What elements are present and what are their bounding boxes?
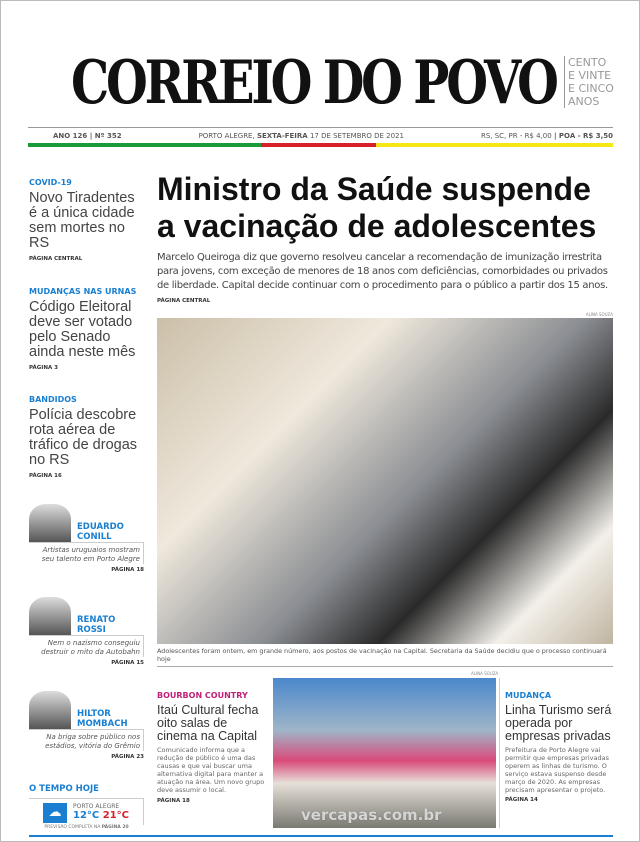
temp-min: 12°C	[73, 810, 100, 821]
page-ref: PÁGINA CENTRAL	[29, 256, 83, 262]
story-headline[interactable]: Polícia descobre rota aérea de tráfico de drogas no RS	[29, 407, 138, 468]
avatar	[29, 504, 71, 542]
temp-max: 21°C	[102, 810, 130, 821]
location: PORTO ALEGRE,	[198, 132, 255, 140]
page-ref: PÁGINA 23	[111, 753, 144, 760]
photo-caption: Adolescentes foram ontem, em grande número, aos postos de vacinação na Capital. Secretaria da Saúde decidiu que o processo continuará hoje	[157, 647, 607, 663]
photo-credit: ALINA SOUZA	[585, 312, 613, 317]
columnist-quote: Nem o nazismo conseguiu destruir o mito da Autobahn	[29, 635, 144, 657]
tagline-line: E CINCO	[568, 82, 614, 95]
story-headline[interactable]: Código Eleitoral deve ser votado pelo Senado ainda neste mês	[29, 298, 136, 360]
columnist[interactable]	[29, 597, 144, 666]
story-body: Prefeitura de Porto Alegre vai permitir que empresas privadas operem as linhas de turismo. O serviço estava suspenso desde março de 2020. As empresas precisam apresentar o projeto.	[505, 746, 609, 794]
story-headline[interactable]: Novo Tiradentes é a única cidade sem mortes no RS	[29, 190, 135, 251]
photo-credit: ALINA SOUZA	[471, 671, 499, 676]
bottom-rule	[29, 835, 613, 837]
weekday: SEXTA-FEIRA	[256, 132, 308, 140]
kicker: MUDANÇAS NAS URNAS	[29, 286, 137, 296]
sidebar-story[interactable]	[29, 287, 144, 371]
edition-number: ANO 126 | Nº 352	[53, 132, 122, 140]
divider	[157, 666, 613, 667]
page-ref: PÁGINA 14	[505, 797, 538, 803]
column-divider	[499, 678, 500, 828]
date: 17 DE SETEMBRO DE 2021	[309, 132, 404, 140]
flag-bar-red	[261, 143, 376, 147]
avatar	[29, 691, 71, 729]
page-ref: PÁGINA 15	[111, 660, 144, 666]
cloud-sun-icon: ☁	[43, 803, 67, 823]
masthead-title: CORREIO DO POVO	[71, 48, 556, 118]
columnist-name: EDUARDO CONILL	[77, 521, 124, 542]
sidebar-story[interactable]	[29, 395, 144, 479]
kicker: COVID-19	[29, 178, 72, 187]
columnist-name: HILTOR MOMBACH	[77, 708, 128, 729]
left-column	[29, 178, 144, 830]
page-ref: PÁGINA 3	[29, 364, 58, 371]
kicker: MUDANÇA	[505, 691, 552, 700]
price-states: RS, SC, PR - R$ 4,00	[480, 132, 552, 140]
weather-city: PORTO ALEGRE	[73, 803, 120, 810]
flag-bar-green	[28, 143, 261, 147]
page-ref: PÁGINA 18	[157, 798, 190, 804]
columnist[interactable]	[29, 691, 144, 760]
main-photo[interactable]	[157, 318, 613, 644]
main-summary: Marcelo Queiroga diz que governo resolveu cancelar a recomendação de imunização irrestrita para jovens, com exceção de menores de 18 anos com deficiências, comorbidades ou privados de liberdade. Capital decide continuar com o procedimento para o público a partir dos 15 anos.	[157, 252, 608, 291]
bottom-story-left[interactable]	[157, 691, 269, 804]
columnist-name: RENATO ROSSI	[77, 615, 116, 635]
story-body: Comunicado informa que a redução de público é uma das causas e que vai buscar uma alternativa digital para manter a atuação na área. Um novo grupo deve assumir o local.	[157, 746, 265, 794]
tagline-line: CENTO	[568, 56, 607, 69]
price-poa: | POA - R$ 3,50	[553, 132, 613, 140]
tagline-line: ANOS	[568, 95, 600, 108]
price	[481, 132, 613, 140]
masthead-rule	[28, 127, 613, 128]
masthead-tagline	[564, 56, 624, 108]
story-headline[interactable]: Linha Turismo será operada por empresas privadas	[505, 703, 612, 743]
watermark: vercapas.com.br	[301, 806, 442, 824]
columnist-quote: Na briga sobre público nos estádios, vitória do Grêmio	[29, 729, 144, 751]
weather-note: PREVISÃO COMPLETA NA	[44, 825, 101, 830]
tagline-line: E VINTE	[568, 69, 612, 82]
page-ref: PÁGINA 18	[111, 566, 144, 573]
story-headline[interactable]: Itaú Cultural fecha oito salas de cinema na Capital	[157, 703, 259, 743]
page-ref: PÁGINA CENTRAL	[157, 298, 211, 304]
page-ref: PÁGINA 16	[29, 473, 62, 479]
flag-bar-yellow	[376, 143, 613, 147]
dateline	[199, 132, 404, 140]
kicker: BANDIDOS	[29, 395, 77, 404]
bottom-story-right[interactable]	[505, 691, 615, 803]
columnist-quote: Artistas uruguaios mostram seu talento em Porto Alegre	[29, 542, 144, 564]
main-headline[interactable]: Ministro da Saúde suspende a vacinação de adolescentes	[157, 171, 597, 244]
kicker: BOURBON COUNTRY	[157, 691, 248, 700]
info-line	[53, 132, 613, 140]
sidebar-story[interactable]	[29, 178, 144, 262]
weather-box	[29, 784, 144, 830]
weather-title: O TEMPO HOJE	[29, 784, 99, 794]
columnist[interactable]	[29, 504, 144, 573]
page-ref: PÁGINA 20	[101, 825, 129, 830]
avatar	[29, 597, 71, 635]
main-story	[157, 171, 613, 663]
